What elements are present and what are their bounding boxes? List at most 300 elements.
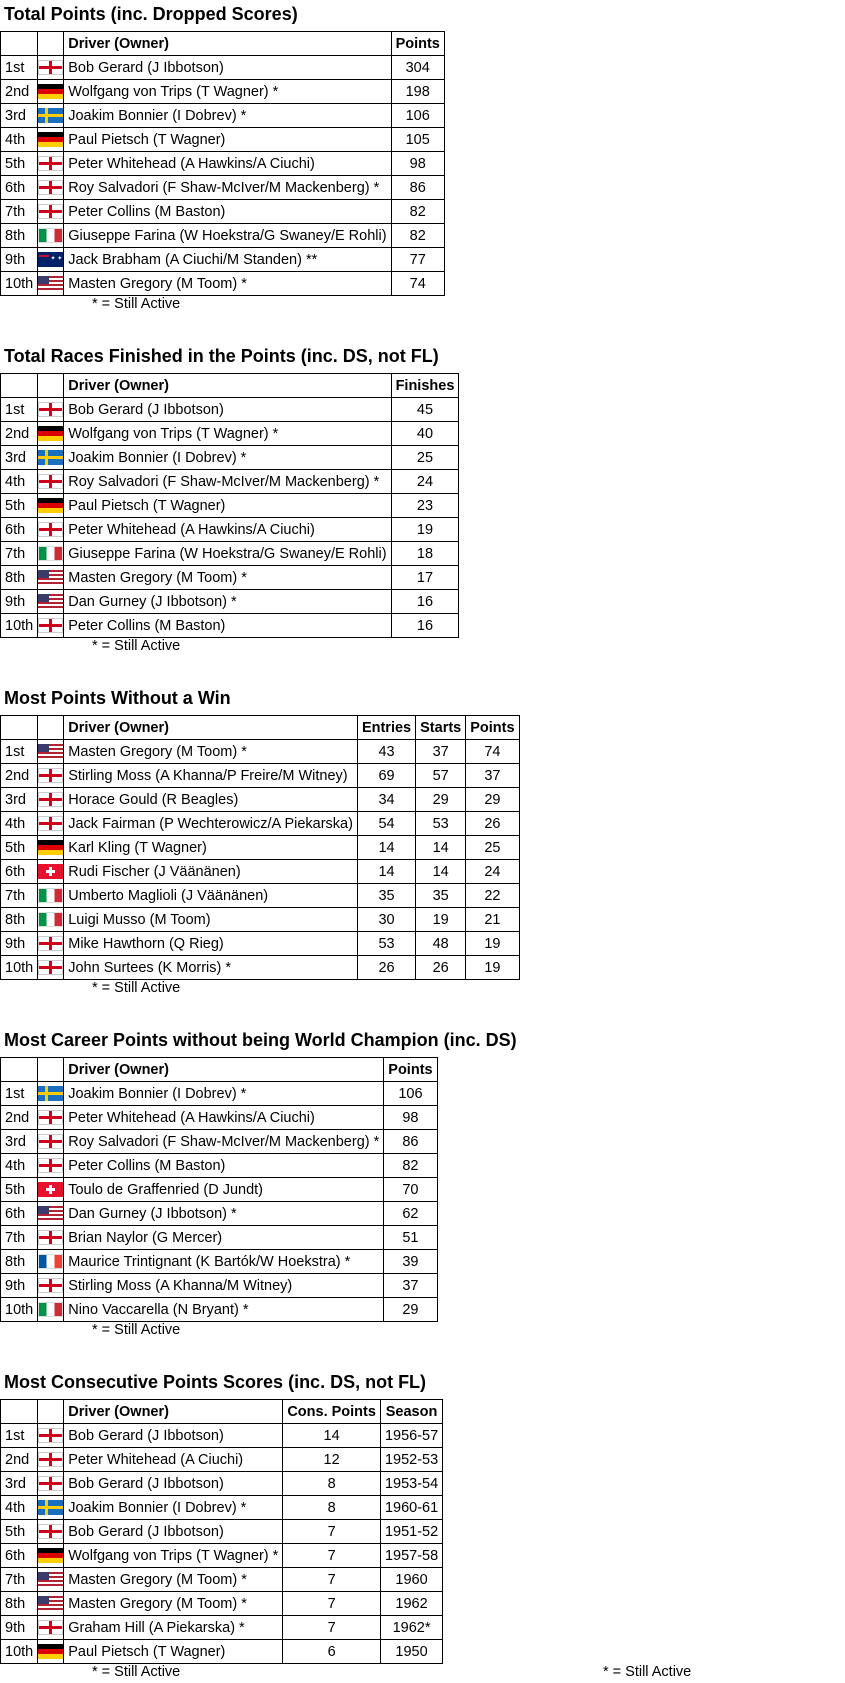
section-title: Most Points Without a Win [4, 688, 231, 708]
flag-cell [38, 176, 64, 200]
value-cell: 23 [391, 494, 459, 518]
position-cell: 1st [1, 56, 38, 80]
value-cell: 8 [283, 1496, 381, 1520]
table-row [1, 1616, 443, 1640]
value-cell: 98 [384, 1106, 437, 1130]
value-cell: 14 [357, 860, 415, 884]
value-cell: 25 [466, 836, 519, 860]
column-header-driver: Driver (Owner) [64, 1400, 283, 1424]
driver-cell: Luigi Musso (M Toom) [64, 908, 358, 932]
driver-cell: Joakim Bonnier (I Dobrev) * [64, 1496, 283, 1520]
table-row [1, 860, 520, 884]
value-cell: 106 [391, 104, 444, 128]
position-cell: 1st [1, 1424, 38, 1448]
flag-cell [38, 836, 64, 860]
flag-us-icon [38, 1206, 63, 1221]
position-cell: 1st [1, 740, 38, 764]
value-cell: 35 [416, 884, 466, 908]
value-cell: 22 [466, 884, 519, 908]
value-cell: 6 [283, 1640, 381, 1664]
driver-cell: Paul Pietsch (T Wagner) [64, 494, 391, 518]
header-blank-cell [1, 716, 38, 740]
driver-cell: Paul Pietsch (T Wagner) [64, 128, 391, 152]
value-cell: 29 [416, 788, 466, 812]
driver-cell: John Surtees (K Morris) * [64, 956, 358, 980]
driver-cell: Umberto Maglioli (J Väänänen) [64, 884, 358, 908]
position-cell: 9th [1, 1616, 38, 1640]
flag-de-icon [38, 132, 63, 147]
table-row [1, 908, 520, 932]
column-header-value: Entries [357, 716, 415, 740]
flag-cell [38, 614, 64, 638]
driver-cell: Masten Gregory (M Toom) * [64, 1568, 283, 1592]
value-cell: 1956-57 [380, 1424, 442, 1448]
driver-cell: Giuseppe Farina (W Hoekstra/G Swaney/E Rohli) [64, 224, 391, 248]
flag-cell [38, 1472, 64, 1496]
position-cell: 7th [1, 542, 38, 566]
position-cell: 8th [1, 224, 38, 248]
value-cell: 25 [391, 446, 459, 470]
value-cell: 7 [283, 1520, 381, 1544]
value-cell: 14 [416, 836, 466, 860]
table-row [1, 104, 445, 128]
table-row [1, 1640, 443, 1664]
table-row [1, 1298, 438, 1322]
position-cell: 8th [1, 908, 38, 932]
table-row [1, 224, 445, 248]
driver-cell: Nino Vaccarella (N Bryant) * [64, 1298, 384, 1322]
header-blank-cell [38, 716, 64, 740]
section-title: Most Career Points without being World Champion (inc. DS) [4, 1030, 517, 1050]
table-row [1, 1178, 438, 1202]
position-cell: 10th [1, 1640, 38, 1664]
driver-cell: Peter Collins (M Baston) [64, 200, 391, 224]
driver-cell: Peter Collins (M Baston) [64, 614, 391, 638]
column-header-value: Starts [416, 716, 466, 740]
driver-cell: Joakim Bonnier (I Dobrev) * [64, 1082, 384, 1106]
value-cell: 16 [391, 614, 459, 638]
table-row [1, 470, 459, 494]
flag-gb-icon [38, 792, 63, 807]
value-cell: 37 [416, 740, 466, 764]
column-header-value: Points [384, 1058, 437, 1082]
flag-us-icon [38, 594, 63, 609]
flag-cell [38, 152, 64, 176]
flag-us-icon [38, 744, 63, 759]
section-title: Total Races Finished in the Points (inc. DS, not FL) [4, 346, 439, 366]
position-cell: 2nd [1, 1106, 38, 1130]
position-cell: 9th [1, 248, 38, 272]
column-header-value: Finishes [391, 374, 459, 398]
value-cell: 1960 [380, 1568, 442, 1592]
value-cell: 19 [416, 908, 466, 932]
value-cell: 40 [391, 422, 459, 446]
flag-gb-icon [38, 1452, 63, 1467]
driver-cell: Peter Whitehead (A Hawkins/A Ciuchi) [64, 518, 391, 542]
table-row [1, 1520, 443, 1544]
flag-gb-icon [38, 1620, 63, 1635]
driver-cell: Joakim Bonnier (I Dobrev) * [64, 446, 391, 470]
value-cell: 74 [466, 740, 519, 764]
table-row [1, 1448, 443, 1472]
value-cell: 1957-58 [380, 1544, 442, 1568]
value-cell: 26 [466, 812, 519, 836]
value-cell: 26 [416, 956, 466, 980]
value-cell: 34 [357, 788, 415, 812]
header-blank-cell [1, 374, 38, 398]
still-active-note: * = Still Active [92, 980, 181, 996]
flag-cell [38, 1250, 64, 1274]
position-cell: 2nd [1, 80, 38, 104]
value-cell: 82 [384, 1154, 437, 1178]
value-cell: 18 [391, 542, 459, 566]
value-cell: 14 [357, 836, 415, 860]
column-header-value: Points [466, 716, 519, 740]
value-cell: 19 [466, 932, 519, 956]
driver-cell: Peter Whitehead (A Ciuchi) [64, 1448, 283, 1472]
position-cell: 4th [1, 470, 38, 494]
flag-gb-icon [38, 204, 63, 219]
flag-au-icon [38, 252, 63, 267]
value-cell: 106 [384, 1082, 437, 1106]
position-cell: 2nd [1, 764, 38, 788]
flag-cell [38, 566, 64, 590]
table-row [1, 566, 459, 590]
flag-de-icon [38, 426, 63, 441]
value-cell: 1951-52 [380, 1520, 442, 1544]
flag-it-icon [38, 888, 63, 903]
value-cell: 1962 [380, 1592, 442, 1616]
position-cell: 4th [1, 128, 38, 152]
column-header-value: Points [391, 32, 444, 56]
table-header-row [1, 1400, 443, 1424]
position-cell: 6th [1, 176, 38, 200]
section-title: Total Points (inc. Dropped Scores) [4, 4, 298, 24]
table-row [1, 1424, 443, 1448]
flag-cell [38, 1082, 64, 1106]
value-cell: 62 [384, 1202, 437, 1226]
header-blank-cell [1, 32, 38, 56]
position-cell: 5th [1, 1520, 38, 1544]
position-cell: 3rd [1, 788, 38, 812]
value-cell: 82 [391, 224, 444, 248]
value-cell: 37 [466, 764, 519, 788]
driver-cell: Rudi Fischer (J Väänänen) [64, 860, 358, 884]
position-cell: 8th [1, 566, 38, 590]
value-cell: 19 [466, 956, 519, 980]
flag-gb-icon [38, 936, 63, 951]
value-cell: 53 [416, 812, 466, 836]
table-row [1, 422, 459, 446]
table-row [1, 80, 445, 104]
standings-table [0, 373, 459, 638]
flag-de-icon [38, 840, 63, 855]
flag-cell [38, 542, 64, 566]
table-row [1, 1472, 443, 1496]
driver-cell: Jack Brabham (A Ciuchi/M Standen) ** [64, 248, 391, 272]
position-cell: 6th [1, 860, 38, 884]
flag-cell [38, 1424, 64, 1448]
position-cell: 2nd [1, 422, 38, 446]
flag-gb-icon [38, 402, 63, 417]
header-blank-cell [38, 32, 64, 56]
value-cell: 43 [357, 740, 415, 764]
flag-cell [38, 422, 64, 446]
flag-cell [38, 1544, 64, 1568]
position-cell: 10th [1, 1298, 38, 1322]
driver-cell: Wolfgang von Trips (T Wagner) * [64, 80, 391, 104]
value-cell: 198 [391, 80, 444, 104]
table-row [1, 1202, 438, 1226]
flag-cell [38, 1202, 64, 1226]
driver-cell: Karl Kling (T Wagner) [64, 836, 358, 860]
table-header-row [1, 32, 445, 56]
table-row [1, 812, 520, 836]
table-row [1, 836, 520, 860]
flag-cell [38, 1448, 64, 1472]
position-cell: 7th [1, 884, 38, 908]
table-row [1, 398, 459, 422]
value-cell: 14 [416, 860, 466, 884]
table-header-row [1, 1058, 438, 1082]
column-header-driver: Driver (Owner) [64, 1058, 384, 1082]
value-cell: 82 [391, 200, 444, 224]
position-cell: 10th [1, 614, 38, 638]
position-cell: 9th [1, 1274, 38, 1298]
flag-cell [38, 1640, 64, 1664]
table-row [1, 128, 445, 152]
flag-de-icon [38, 84, 63, 99]
table-row [1, 518, 459, 542]
table-row [1, 956, 520, 980]
flag-se-icon [38, 108, 63, 123]
value-cell: 57 [416, 764, 466, 788]
still-active-note: * = Still Active [92, 296, 181, 312]
flag-cell [38, 494, 64, 518]
flag-cell [38, 272, 64, 296]
driver-cell: Stirling Moss (A Khanna/P Freire/M Witney) [64, 764, 358, 788]
driver-cell: Bob Gerard (J Ibbotson) [64, 398, 391, 422]
position-cell: 8th [1, 1592, 38, 1616]
table-row [1, 1130, 438, 1154]
flag-cell [38, 1298, 64, 1322]
position-cell: 5th [1, 152, 38, 176]
table-row [1, 788, 520, 812]
value-cell: 105 [391, 128, 444, 152]
flag-us-icon [38, 276, 63, 291]
driver-cell: Bob Gerard (J Ibbotson) [64, 1520, 283, 1544]
driver-cell: Bob Gerard (J Ibbotson) [64, 1424, 283, 1448]
flag-de-icon [38, 1644, 63, 1659]
flag-cell [38, 56, 64, 80]
flag-se-icon [38, 1500, 63, 1515]
flag-gb-icon [38, 816, 63, 831]
flag-gb-icon [38, 1278, 63, 1293]
position-cell: 5th [1, 494, 38, 518]
driver-cell: Maurice Trintignant (K Bartók/W Hoekstra) * [64, 1250, 384, 1274]
value-cell: 17 [391, 566, 459, 590]
flag-gb-icon [38, 1110, 63, 1125]
flag-cell [38, 812, 64, 836]
standings-table [0, 1399, 443, 1664]
standings-table [0, 31, 445, 296]
flag-cell [38, 1592, 64, 1616]
driver-cell: Toulo de Graffenried (D Jundt) [64, 1178, 384, 1202]
position-cell: 3rd [1, 1472, 38, 1496]
position-cell: 1st [1, 398, 38, 422]
driver-cell: Masten Gregory (M Toom) * [64, 566, 391, 590]
flag-se-icon [38, 1086, 63, 1101]
position-cell: 10th [1, 272, 38, 296]
flag-cell [38, 248, 64, 272]
column-header-driver: Driver (Owner) [64, 374, 391, 398]
position-cell: 4th [1, 812, 38, 836]
table-header-row [1, 374, 459, 398]
table-row [1, 272, 445, 296]
value-cell: 1962* [380, 1616, 442, 1640]
driver-cell: Paul Pietsch (T Wagner) [64, 1640, 283, 1664]
flag-us-icon [38, 1596, 63, 1611]
section-title: Most Consecutive Points Scores (inc. DS, not FL) [4, 1372, 427, 1392]
table-row [1, 56, 445, 80]
value-cell: 35 [357, 884, 415, 908]
position-cell: 6th [1, 518, 38, 542]
flag-de-icon [38, 498, 63, 513]
value-cell: 7 [283, 1544, 381, 1568]
flag-cell [38, 1616, 64, 1640]
flag-gb-icon [38, 618, 63, 633]
flag-cell [38, 518, 64, 542]
standings-table [0, 715, 520, 980]
driver-cell: Masten Gregory (M Toom) * [64, 1592, 283, 1616]
position-cell: 9th [1, 932, 38, 956]
value-cell: 98 [391, 152, 444, 176]
flag-cell [38, 932, 64, 956]
table-row [1, 1274, 438, 1298]
driver-cell: Peter Collins (M Baston) [64, 1154, 384, 1178]
flag-cell [38, 446, 64, 470]
table-row [1, 740, 520, 764]
column-header-value: Season [380, 1400, 442, 1424]
flag-gb-icon [38, 960, 63, 975]
driver-cell: Masten Gregory (M Toom) * [64, 740, 358, 764]
position-cell: 3rd [1, 104, 38, 128]
table-row [1, 494, 459, 518]
flag-ch-icon [38, 864, 63, 879]
driver-cell: Wolfgang von Trips (T Wagner) * [64, 1544, 283, 1568]
table-row [1, 1154, 438, 1178]
column-header-value: Cons. Points [283, 1400, 381, 1424]
column-header-driver: Driver (Owner) [64, 32, 391, 56]
flag-gb-icon [38, 1524, 63, 1539]
flag-cell [38, 908, 64, 932]
value-cell: 1950 [380, 1640, 442, 1664]
flag-cell [38, 884, 64, 908]
position-cell: 7th [1, 200, 38, 224]
table-row [1, 1496, 443, 1520]
flag-it-icon [38, 1302, 63, 1317]
driver-cell: Jack Fairman (P Wechterowicz/A Piekarska) [64, 812, 358, 836]
position-cell: 2nd [1, 1448, 38, 1472]
flag-cell [38, 740, 64, 764]
flag-us-icon [38, 570, 63, 585]
value-cell: 8 [283, 1472, 381, 1496]
driver-cell: Masten Gregory (M Toom) * [64, 272, 391, 296]
value-cell: 304 [391, 56, 444, 80]
value-cell: 86 [391, 176, 444, 200]
position-cell: 6th [1, 1544, 38, 1568]
table-row [1, 200, 445, 224]
position-cell: 6th [1, 1202, 38, 1226]
flag-cell [38, 1154, 64, 1178]
value-cell: 70 [384, 1178, 437, 1202]
position-cell: 5th [1, 1178, 38, 1202]
flag-it-icon [38, 228, 63, 243]
flag-gb-icon [38, 60, 63, 75]
value-cell: 19 [391, 518, 459, 542]
table-row [1, 1568, 443, 1592]
value-cell: 48 [416, 932, 466, 956]
flag-gb-icon [38, 1134, 63, 1149]
driver-cell: Horace Gould (R Beagles) [64, 788, 358, 812]
table-header-row [1, 716, 520, 740]
driver-cell: Giuseppe Farina (W Hoekstra/G Swaney/E Rohli) [64, 542, 391, 566]
value-cell: 45 [391, 398, 459, 422]
driver-cell: Roy Salvadori (F Shaw-McIver/M Mackenberg) * [64, 176, 391, 200]
driver-cell: Graham Hill (A Piekarska) * [64, 1616, 283, 1640]
flag-it-icon [38, 546, 63, 561]
still-active-note: * = Still Active [92, 638, 181, 654]
table-row [1, 590, 459, 614]
column-header-driver: Driver (Owner) [64, 716, 358, 740]
table-row [1, 932, 520, 956]
value-cell: 1953-54 [380, 1472, 442, 1496]
table-row [1, 764, 520, 788]
position-cell: 4th [1, 1496, 38, 1520]
value-cell: 86 [384, 1130, 437, 1154]
flag-cell [38, 200, 64, 224]
position-cell: 1st [1, 1082, 38, 1106]
driver-cell: Stirling Moss (A Khanna/M Witney) [64, 1274, 384, 1298]
standings-table [0, 1057, 438, 1322]
flag-gb-icon [38, 474, 63, 489]
position-cell: 3rd [1, 1130, 38, 1154]
flag-gb-icon [38, 180, 63, 195]
value-cell: 1952-53 [380, 1448, 442, 1472]
position-cell: 5th [1, 836, 38, 860]
flag-cell [38, 1274, 64, 1298]
position-cell: 3rd [1, 446, 38, 470]
still-active-note: * = Still Active [603, 1664, 692, 1680]
header-blank-cell [38, 1400, 64, 1424]
flag-gb-icon [38, 1428, 63, 1443]
value-cell: 29 [466, 788, 519, 812]
value-cell: 24 [391, 470, 459, 494]
position-cell: 4th [1, 1154, 38, 1178]
flag-cell [38, 1520, 64, 1544]
flag-gb-icon [38, 768, 63, 783]
value-cell: 30 [357, 908, 415, 932]
table-row [1, 1544, 443, 1568]
position-cell: 9th [1, 590, 38, 614]
driver-cell: Brian Naylor (G Mercer) [64, 1226, 384, 1250]
value-cell: 37 [384, 1274, 437, 1298]
position-cell: 7th [1, 1568, 38, 1592]
flag-cell [38, 956, 64, 980]
flag-cell [38, 128, 64, 152]
driver-cell: Roy Salvadori (F Shaw-McIver/M Mackenberg) * [64, 1130, 384, 1154]
flag-de-icon [38, 1548, 63, 1563]
